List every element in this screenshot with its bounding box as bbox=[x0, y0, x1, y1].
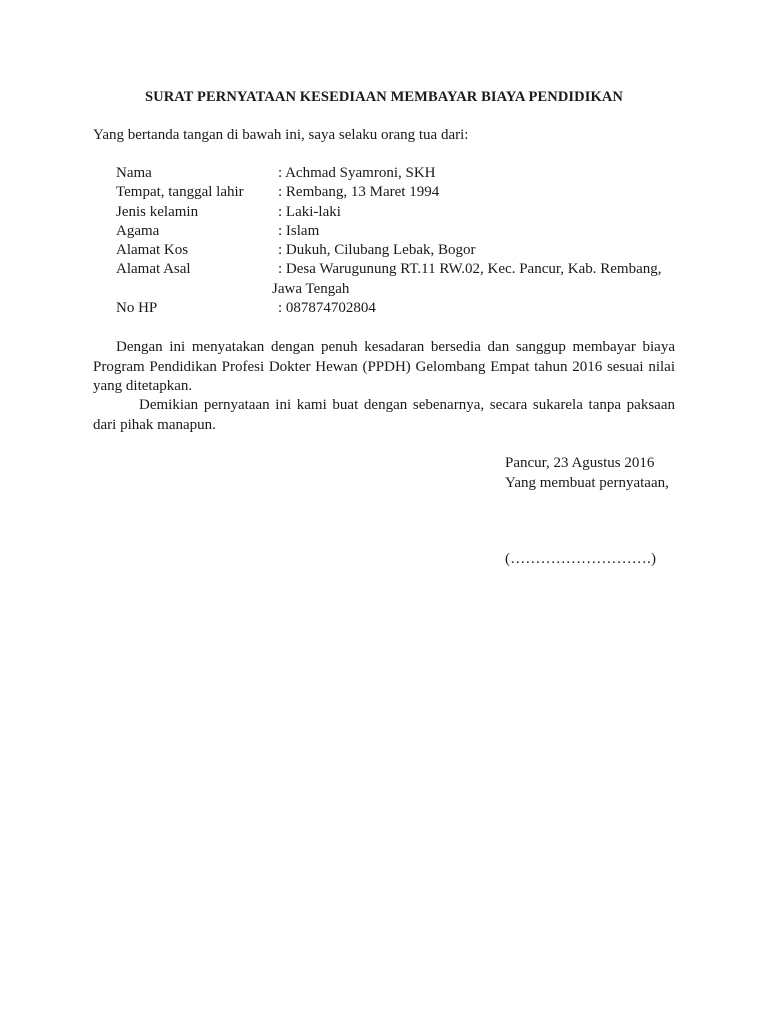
signature-placeholder: (……………………….) bbox=[505, 551, 657, 567]
field-label: Alamat Asal bbox=[116, 261, 191, 278]
field-row-alamat-asal-continuation bbox=[116, 280, 676, 299]
intro-text: Yang bertanda tangan di bawah ini, saya selaku orang tua dari: bbox=[93, 127, 469, 143]
field-value-continuation: Jawa Tengah bbox=[272, 280, 350, 297]
field-row-alamat-kos bbox=[116, 241, 676, 260]
field-label: Agama bbox=[116, 222, 160, 239]
field-value: : Dukuh, Cilubang Lebak, Bogor bbox=[278, 242, 476, 259]
field-row-alamat-asal bbox=[116, 260, 676, 279]
paragraph-line: dari pihak manapun. bbox=[93, 416, 216, 433]
paragraph-line: yang ditetapkan. bbox=[93, 378, 193, 394]
closing-paragraph bbox=[93, 396, 675, 435]
paragraph-line: Demikian pernyataan ini kami buat dengan sebenarnya, secara sukarela tanpa paksaan bbox=[139, 397, 675, 413]
field-label: No HP bbox=[116, 300, 158, 317]
paragraph-line: Dengan ini menyatakan dengan penuh kesadaran bersedia dan sanggup membayar biaya bbox=[116, 339, 675, 355]
paragraph-line: Program Pendidikan Profesi Dokter Hewan (PPDH) Gelombang Empat tahun 2016 sesuai nilai bbox=[93, 358, 675, 375]
field-row-nama bbox=[116, 164, 676, 183]
field-value: : Achmad Syamroni, SKH bbox=[278, 165, 436, 181]
field-label: Jenis kelamin bbox=[116, 203, 199, 220]
field-row-tempat-tanggal-lahir bbox=[116, 183, 676, 202]
signature-block bbox=[505, 454, 669, 493]
field-value: : 087874702804 bbox=[278, 300, 376, 317]
signer-label: Yang membuat pernyataan, bbox=[505, 474, 669, 491]
field-label: Nama bbox=[116, 165, 152, 181]
field-value: : Islam bbox=[278, 222, 320, 239]
field-row-no-hp bbox=[116, 299, 676, 318]
document-title: SURAT PERNYATAAN KESEDIAAN MEMBAYAR BIAYA PENDIDIKAN bbox=[144, 89, 624, 105]
identity-fields bbox=[116, 164, 676, 318]
statement-paragraph bbox=[93, 338, 675, 397]
field-label: Alamat Kos bbox=[116, 242, 189, 259]
field-value: : Rembang, 13 Maret 1994 bbox=[278, 184, 440, 201]
place-date: Pancur, 23 Agustus 2016 bbox=[505, 455, 655, 471]
field-row-agama bbox=[116, 222, 676, 241]
field-value: : Desa Warugunung RT.11 RW.02, Kec. Pancur, Kab. Rembang, bbox=[278, 261, 662, 278]
field-row-jenis-kelamin bbox=[116, 203, 676, 222]
field-value: : Laki-laki bbox=[278, 203, 341, 220]
field-label: Tempat, tanggal lahir bbox=[116, 184, 244, 201]
